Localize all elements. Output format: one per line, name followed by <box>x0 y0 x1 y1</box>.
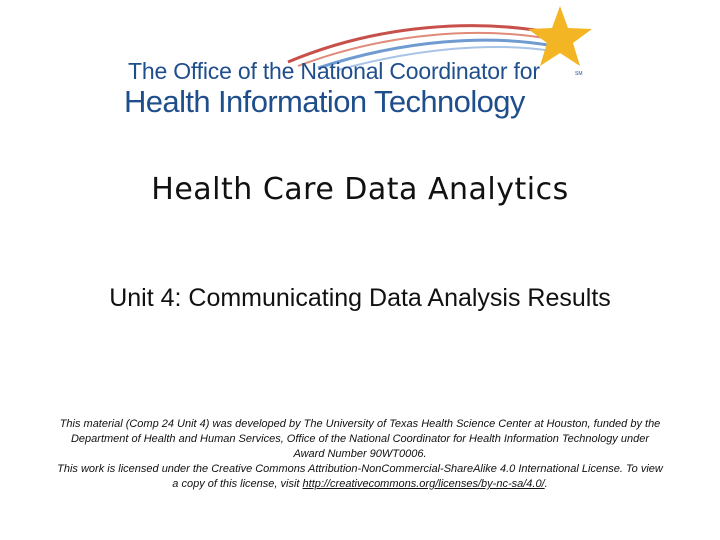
license-link[interactable]: http://creativecommons.org/licenses/by-nc-sa/4.0/ <box>302 478 545 490</box>
license-text-prefix: This work is licensed under the Creative Commons Attribution-NonCommercial-ShareAlike 4.0 International License. To view a copy of this license, visit <box>57 463 663 490</box>
slide-title: Health Care Data Analytics <box>151 172 569 207</box>
credits-block <box>55 417 665 492</box>
logo-line-office: The Office of the National Coordinator for <box>128 58 540 84</box>
onc-logo <box>118 4 598 122</box>
service-mark: SM <box>575 71 583 77</box>
credits-license-text <box>55 462 665 492</box>
license-text-suffix: . <box>544 478 548 490</box>
logo-line-hit: Health Information Technology <box>124 84 525 119</box>
credits-funding-text: This material (Comp 24 Unit 4) was developed by The University of Texas Health Science Center at Houston, funded by the Department of Health and Human Services, Office of the National Coordinator for Health Information Technology under Award Number 90WT0006. <box>59 418 661 460</box>
slide-subtitle: Unit 4: Communicating Data Analysis Results <box>109 284 611 312</box>
